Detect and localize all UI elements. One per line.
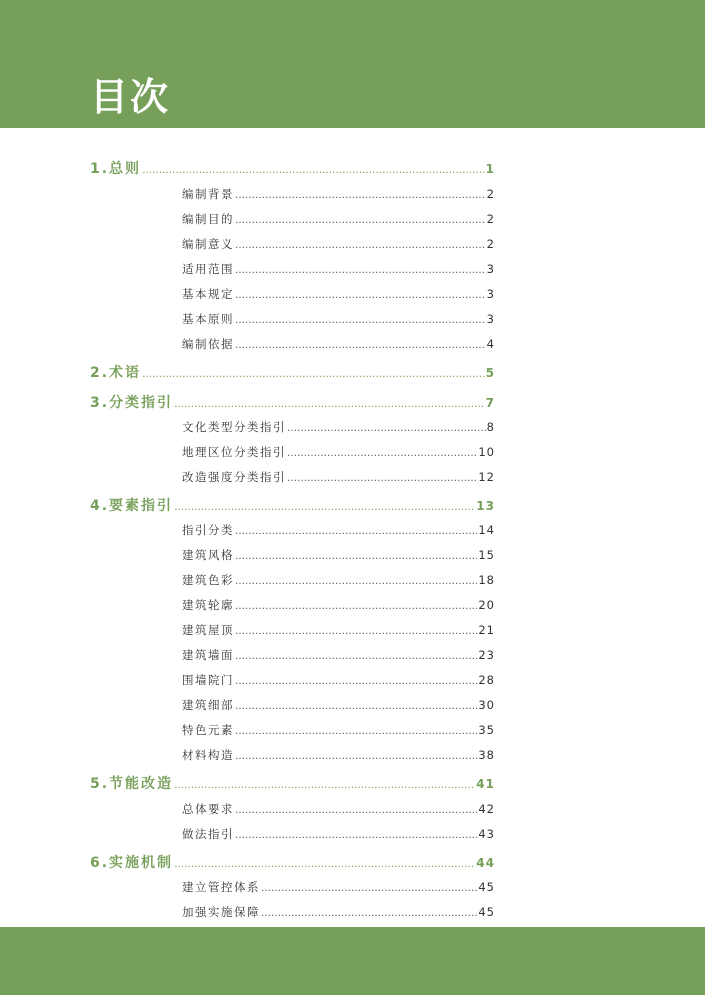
toc-page-number: 18 bbox=[478, 573, 495, 587]
toc-section-entry[interactable] bbox=[90, 773, 495, 793]
toc-entry-label: 做法指引 bbox=[182, 827, 234, 841]
toc-page-number: 2 bbox=[486, 187, 495, 201]
toc-subsection-entry[interactable] bbox=[182, 522, 495, 538]
toc-entry-label: 围墙院门 bbox=[182, 673, 234, 687]
toc-entry-label: 编制目的 bbox=[182, 212, 234, 226]
toc-dot-leader bbox=[235, 576, 477, 587]
toc-dot-leader bbox=[235, 830, 477, 841]
toc-page-number: 10 bbox=[478, 445, 495, 459]
toc-section-entry[interactable] bbox=[90, 392, 495, 412]
toc-subsection-entry[interactable] bbox=[182, 722, 495, 738]
toc-dot-leader bbox=[235, 626, 477, 637]
toc-subsection-entry[interactable] bbox=[182, 261, 495, 277]
toc-page-number: 2 bbox=[486, 212, 495, 226]
toc-subsection-entry[interactable] bbox=[182, 311, 495, 327]
toc-entry-label: 1.总则 bbox=[90, 161, 142, 177]
toc-page-number: 3 bbox=[486, 262, 495, 276]
toc-page-number: 28 bbox=[478, 673, 495, 687]
toc-page-number: 1 bbox=[485, 162, 495, 176]
toc-subsection-entry[interactable] bbox=[182, 419, 495, 435]
toc-entry-label: 基本原则 bbox=[182, 312, 234, 326]
toc-section-entry[interactable] bbox=[90, 362, 495, 382]
toc-entry-label: 建筑细部 bbox=[182, 698, 234, 712]
toc-entry-label: 编制背景 bbox=[182, 187, 234, 201]
toc-subsection-entry[interactable] bbox=[182, 879, 495, 895]
toc-entry-label: 2.术语 bbox=[90, 365, 142, 381]
toc-dot-leader bbox=[235, 240, 486, 251]
toc-page-number: 45 bbox=[478, 905, 495, 919]
toc-dot-leader bbox=[261, 883, 477, 894]
toc-subsection-entry[interactable] bbox=[182, 826, 495, 842]
toc-dot-leader bbox=[142, 369, 485, 380]
toc-entry-label: 3.分类指引 bbox=[90, 395, 174, 411]
toc-dot-leader bbox=[174, 502, 475, 513]
toc-dot-leader bbox=[235, 190, 486, 201]
toc-entry-label: 文化类型分类指引 bbox=[182, 420, 286, 434]
toc-subsection-entry[interactable] bbox=[182, 747, 495, 763]
toc-page-number: 44 bbox=[476, 856, 495, 870]
toc-subsection-entry[interactable] bbox=[182, 236, 495, 252]
toc-entry-label: 适用范围 bbox=[182, 262, 234, 276]
toc-entry-label: 改造强度分类指引 bbox=[182, 470, 286, 484]
footer-band bbox=[0, 927, 705, 995]
toc-entry-label: 4.要素指引 bbox=[90, 498, 174, 514]
toc-section-entry[interactable] bbox=[90, 495, 495, 515]
toc-subsection-entry[interactable] bbox=[182, 572, 495, 588]
toc-subsection-entry[interactable] bbox=[182, 904, 495, 920]
toc-entry-label: 建筑屋顶 bbox=[182, 623, 234, 637]
toc-subsection-entry[interactable] bbox=[182, 622, 495, 638]
toc-page-number: 43 bbox=[478, 827, 495, 841]
toc-entry-label: 基本规定 bbox=[182, 287, 234, 301]
toc-page-number: 15 bbox=[478, 548, 495, 562]
toc-dot-leader bbox=[235, 340, 486, 351]
toc-subsection-entry[interactable] bbox=[182, 444, 495, 460]
toc-page-number: 4 bbox=[486, 337, 495, 351]
toc-dot-leader bbox=[235, 551, 477, 562]
toc-subsection-entry[interactable] bbox=[182, 801, 495, 817]
toc-entry-label: 地理区位分类指引 bbox=[182, 445, 286, 459]
toc-dot-leader bbox=[174, 780, 475, 791]
toc-dot-leader bbox=[174, 399, 485, 410]
toc-dot-leader bbox=[235, 315, 486, 326]
toc-entry-label: 编制意义 bbox=[182, 237, 234, 251]
toc-page-number: 23 bbox=[478, 648, 495, 662]
toc-dot-leader bbox=[235, 751, 477, 762]
toc-entry-label: 总体要求 bbox=[182, 802, 234, 816]
toc-dot-leader bbox=[235, 265, 486, 276]
toc-page-number: 5 bbox=[485, 366, 495, 380]
toc-section-entry[interactable] bbox=[90, 852, 495, 872]
toc-page-number: 42 bbox=[478, 802, 495, 816]
toc-page-number: 30 bbox=[478, 698, 495, 712]
toc-entry-label: 建筑轮廓 bbox=[182, 598, 234, 612]
toc-page-number: 8 bbox=[486, 420, 495, 434]
toc-entry-label: 5.节能改造 bbox=[90, 776, 174, 792]
toc-page-number: 12 bbox=[478, 470, 495, 484]
toc-dot-leader bbox=[235, 215, 486, 226]
toc-dot-leader bbox=[142, 165, 485, 176]
toc-entry-label: 特色元素 bbox=[182, 723, 234, 737]
toc-page-number: 7 bbox=[485, 396, 495, 410]
toc-page-number: 13 bbox=[476, 499, 495, 513]
toc-dot-leader bbox=[287, 423, 486, 434]
toc-subsection-entry[interactable] bbox=[182, 647, 495, 663]
toc-dot-leader bbox=[235, 651, 477, 662]
toc-section-entry[interactable] bbox=[90, 158, 495, 178]
toc-dot-leader bbox=[235, 526, 477, 537]
toc-dot-leader bbox=[261, 908, 477, 919]
toc-entry-label: 建筑风格 bbox=[182, 548, 234, 562]
toc-entry-label: 材料构造 bbox=[182, 748, 234, 762]
toc-page-number: 45 bbox=[478, 880, 495, 894]
toc-dot-leader bbox=[235, 726, 477, 737]
toc-subsection-entry[interactable] bbox=[182, 211, 495, 227]
toc-entry-label: 编制依据 bbox=[182, 337, 234, 351]
toc-page-number: 21 bbox=[478, 623, 495, 637]
toc-entry-label: 建立管控体系 bbox=[182, 880, 260, 894]
toc-dot-leader bbox=[287, 473, 477, 484]
toc-entry-label: 指引分类 bbox=[182, 523, 234, 537]
toc-entry-label: 建筑色彩 bbox=[182, 573, 234, 587]
toc-entry-label: 加强实施保障 bbox=[182, 905, 260, 919]
toc-subsection-entry[interactable] bbox=[182, 186, 495, 202]
toc-page-number: 2 bbox=[486, 237, 495, 251]
toc-subsection-entry[interactable] bbox=[182, 547, 495, 563]
toc-page-number: 41 bbox=[476, 777, 495, 791]
page-title: 目次 bbox=[90, 75, 171, 119]
toc-dot-leader bbox=[235, 805, 477, 816]
toc-dot-leader bbox=[235, 290, 486, 301]
toc-subsection-entry[interactable] bbox=[182, 286, 495, 302]
toc-dot-leader bbox=[235, 676, 477, 687]
toc-subsection-entry[interactable] bbox=[182, 597, 495, 613]
toc-dot-leader bbox=[235, 701, 477, 712]
toc-dot-leader bbox=[174, 859, 475, 870]
toc-page-number: 20 bbox=[478, 598, 495, 612]
toc-subsection-entry[interactable] bbox=[182, 672, 495, 688]
toc-page-number: 3 bbox=[486, 312, 495, 326]
toc-page-number: 14 bbox=[478, 523, 495, 537]
toc-subsection-entry[interactable] bbox=[182, 336, 495, 352]
toc-subsection-entry[interactable] bbox=[182, 697, 495, 713]
toc-dot-leader bbox=[235, 601, 477, 612]
toc-page-number: 35 bbox=[478, 723, 495, 737]
toc-page-number: 38 bbox=[478, 748, 495, 762]
toc-subsection-entry[interactable] bbox=[182, 469, 495, 485]
toc-entry-label: 6.实施机制 bbox=[90, 855, 174, 871]
toc-page-number: 3 bbox=[486, 287, 495, 301]
toc-dot-leader bbox=[287, 448, 477, 459]
toc-entry-label: 建筑墙面 bbox=[182, 648, 234, 662]
